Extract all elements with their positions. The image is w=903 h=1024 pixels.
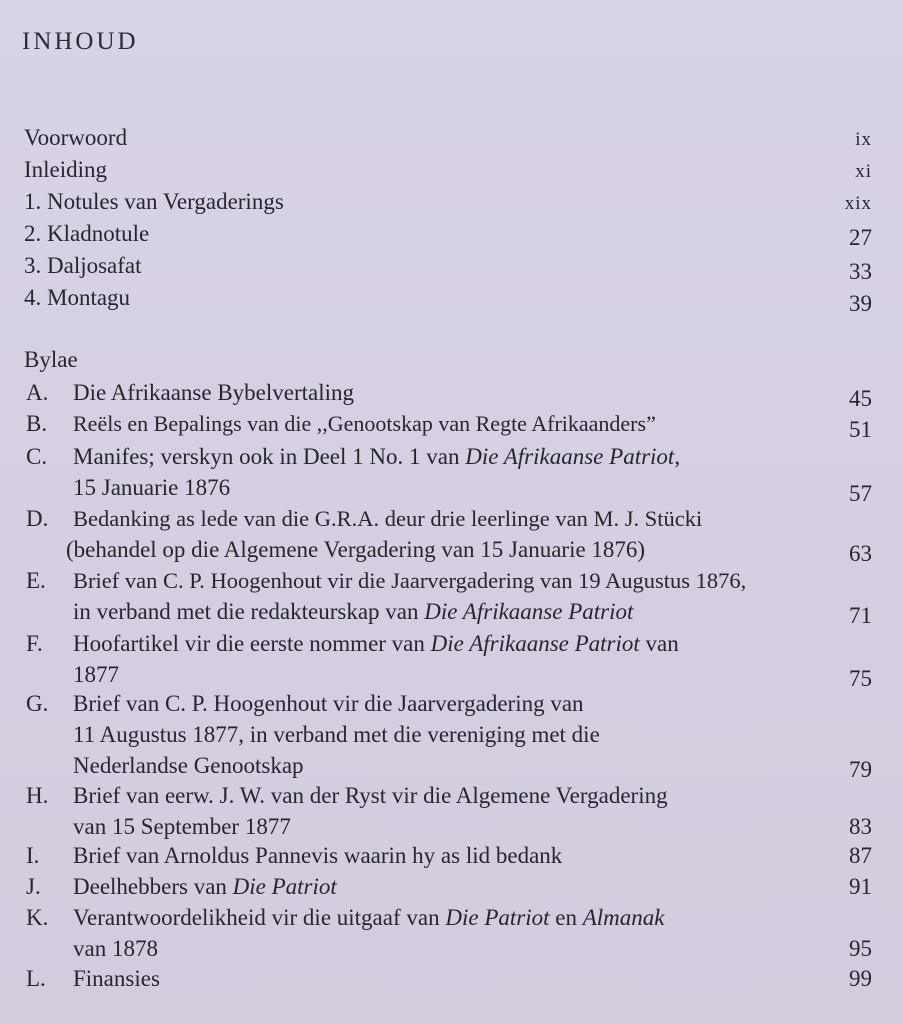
toc-entry-letter: A. [26, 380, 49, 405]
toc-entry-letter: B. [26, 411, 48, 436]
toc-entry-label: Die Afrikaanse Bybelvertaling [73, 380, 355, 405]
toc-entry-label: Brief van C. P. Hoogenhout vir die Jaarvergadering van 19 Augustus 1876, [73, 568, 747, 593]
toc-entry-page: 83 [849, 814, 872, 839]
toc-entry-label: 11 Augustus 1877, in verband met die vereniging met die [73, 722, 600, 747]
toc-entry-label: (behandel op die Algemene Vergadering van 15 Januarie 1876) [66, 537, 646, 562]
toc-entry-letter: J. [26, 874, 41, 899]
toc-entry-label: Manifes; verskyn ook in Deel 1 No. 1 van Die Afrikaanse Patriot, [73, 444, 681, 469]
toc-entry-label: Brief van eerw. J. W. van der Ryst vir die Algemene Vergadering [73, 783, 668, 808]
toc-entry-page: 87 [849, 843, 872, 868]
toc-entry-label: Finansies [73, 966, 160, 991]
toc-entry-page: 63 [849, 541, 872, 566]
toc-entry-label: Inleiding [24, 157, 108, 182]
toc-entry-page: 79 [849, 757, 872, 782]
toc-entry-letter: H. [26, 783, 49, 808]
toc-entry-page: 39 [849, 291, 872, 316]
toc-entry-letter: C. [26, 444, 48, 469]
toc-entry-label: 4. Montagu [24, 285, 131, 310]
toc-entry-page: xi [855, 161, 872, 182]
toc-entry-label: 3. Daljosafat [24, 253, 142, 278]
toc-entry-letter: G. [26, 691, 49, 716]
toc-entry-page: 51 [849, 417, 872, 442]
appendix-heading: Bylae [24, 347, 78, 372]
toc-entry-letter: F. [26, 631, 43, 656]
page-title: INHOUD [22, 28, 139, 55]
toc-entry-label: Hoofartikel vir die eerste nommer van Die Afrikaanse Patriot van [73, 631, 679, 656]
toc-entry-label: Nederlandse Genootskap [73, 753, 304, 778]
toc-entry-label: van 15 September 1877 [73, 814, 291, 839]
toc-entry-page: 99 [849, 966, 872, 991]
toc-entry-page: 75 [849, 666, 872, 691]
toc-entry-page: 45 [849, 386, 872, 411]
toc-entry-label: Brief van Arnoldus Pannevis waarin hy as lid bedank [73, 843, 563, 868]
toc-entry-letter: E. [26, 568, 46, 593]
toc-entry-page: xix [844, 193, 872, 214]
toc-entry-label: 1. Notules van Vergaderings [24, 189, 284, 214]
toc-entry-label: van 1878 [73, 936, 158, 961]
toc-entry-page: 95 [849, 936, 872, 961]
toc-entry-label: 2. Kladnotule [24, 221, 150, 246]
toc-entry-label: 1877 [73, 662, 119, 687]
toc-entry-label: Bedanking as lede van die G.R.A. deur drie leerlinge van M. J. Stücki [73, 506, 703, 531]
toc-entry-letter: L. [26, 966, 46, 991]
toc-entry-page: 27 [849, 225, 872, 250]
toc-entry-letter: K. [26, 905, 49, 930]
toc-entry-label: in verband met die redakteurskap van Die Afrikaanse Patriot [73, 599, 634, 624]
toc-entry-page: 91 [849, 874, 872, 899]
toc-entry-page: ix [855, 129, 872, 150]
toc-entry-label: 15 Januarie 1876 [73, 475, 231, 500]
toc-entry-label: Voorwoord [24, 125, 128, 150]
toc-entry-label: Brief van C. P. Hoogenhout vir die Jaarvergadering van [73, 691, 584, 716]
toc-entry-label: Deelhebbers van Die Patriot [73, 874, 337, 899]
toc-entry-label: Reëls en Bepalings van die ,,Genootskap van Regte Afrikaanders” [73, 411, 656, 436]
toc-entry-page: 71 [849, 603, 872, 628]
toc-entry-page: 33 [849, 259, 872, 284]
toc-entry-page: 57 [849, 481, 872, 506]
toc-entry-letter: D. [26, 506, 49, 531]
toc-entry-letter: I. [26, 843, 40, 868]
toc-entry-label: Verantwoordelikheid vir die uitgaaf van Die Patriot en Almanak [73, 905, 665, 930]
